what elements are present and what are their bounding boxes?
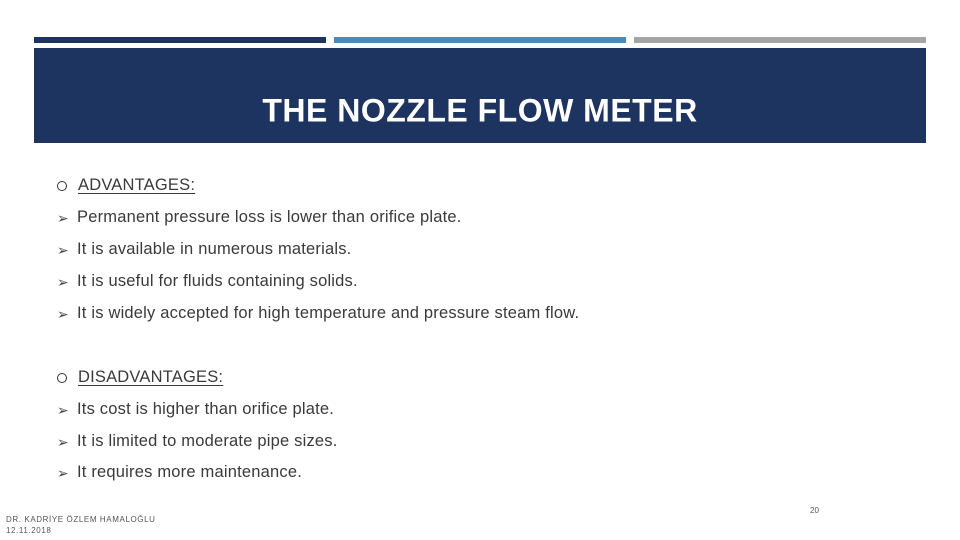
disadvantage-text: It requires more maintenance.: [77, 463, 302, 481]
title-banner: [34, 48, 926, 143]
accent-bar-dark-blue: [34, 37, 326, 43]
advantage-text: It is useful for fluids containing solids.: [77, 272, 358, 290]
arrowhead-bullet-icon: ➢: [57, 241, 69, 258]
advantage-text: It is widely accepted for high temperature and pressure steam flow.: [77, 304, 580, 322]
arrowhead-bullet-icon: ➢: [57, 273, 69, 290]
arrowhead-bullet-icon: ➢: [57, 433, 69, 450]
accent-bar-gray: [634, 37, 926, 43]
circle-bullet-icon: [57, 181, 67, 191]
list-item: [57, 463, 302, 482]
list-item: [57, 400, 334, 419]
disadvantages-heading: DISADVANTAGES:: [78, 368, 224, 386]
slide-title: THE NOZZLE FLOW METER: [262, 92, 698, 129]
advantages-heading: ADVANTAGES:: [78, 176, 196, 194]
disadvantages-heading-row: [57, 368, 223, 387]
presentation-date: 12.11.2018: [6, 526, 52, 535]
accent-bar-light-blue: [334, 37, 626, 43]
arrowhead-bullet-icon: ➢: [57, 305, 69, 322]
list-item: [57, 272, 358, 291]
circle-bullet-icon: [57, 373, 67, 383]
arrowhead-bullet-icon: ➢: [57, 401, 69, 418]
advantages-heading-row: [57, 176, 195, 195]
list-item: [57, 240, 351, 259]
page-number: 20: [810, 506, 819, 515]
footer: [6, 514, 156, 536]
author-name: DR. KADRİYE ÖZLEM HAMALOĞLU: [6, 515, 156, 524]
list-item: [57, 208, 462, 227]
arrowhead-bullet-icon: ➢: [57, 464, 69, 481]
advantage-text: It is available in numerous materials.: [77, 240, 352, 258]
list-item: [57, 432, 338, 451]
list-item: [57, 304, 579, 323]
disadvantage-text: It is limited to moderate pipe sizes.: [77, 432, 338, 450]
disadvantage-text: Its cost is higher than orifice plate.: [77, 400, 335, 418]
arrowhead-bullet-icon: ➢: [57, 209, 69, 226]
advantage-text: Permanent pressure loss is lower than orifice plate.: [77, 208, 462, 226]
